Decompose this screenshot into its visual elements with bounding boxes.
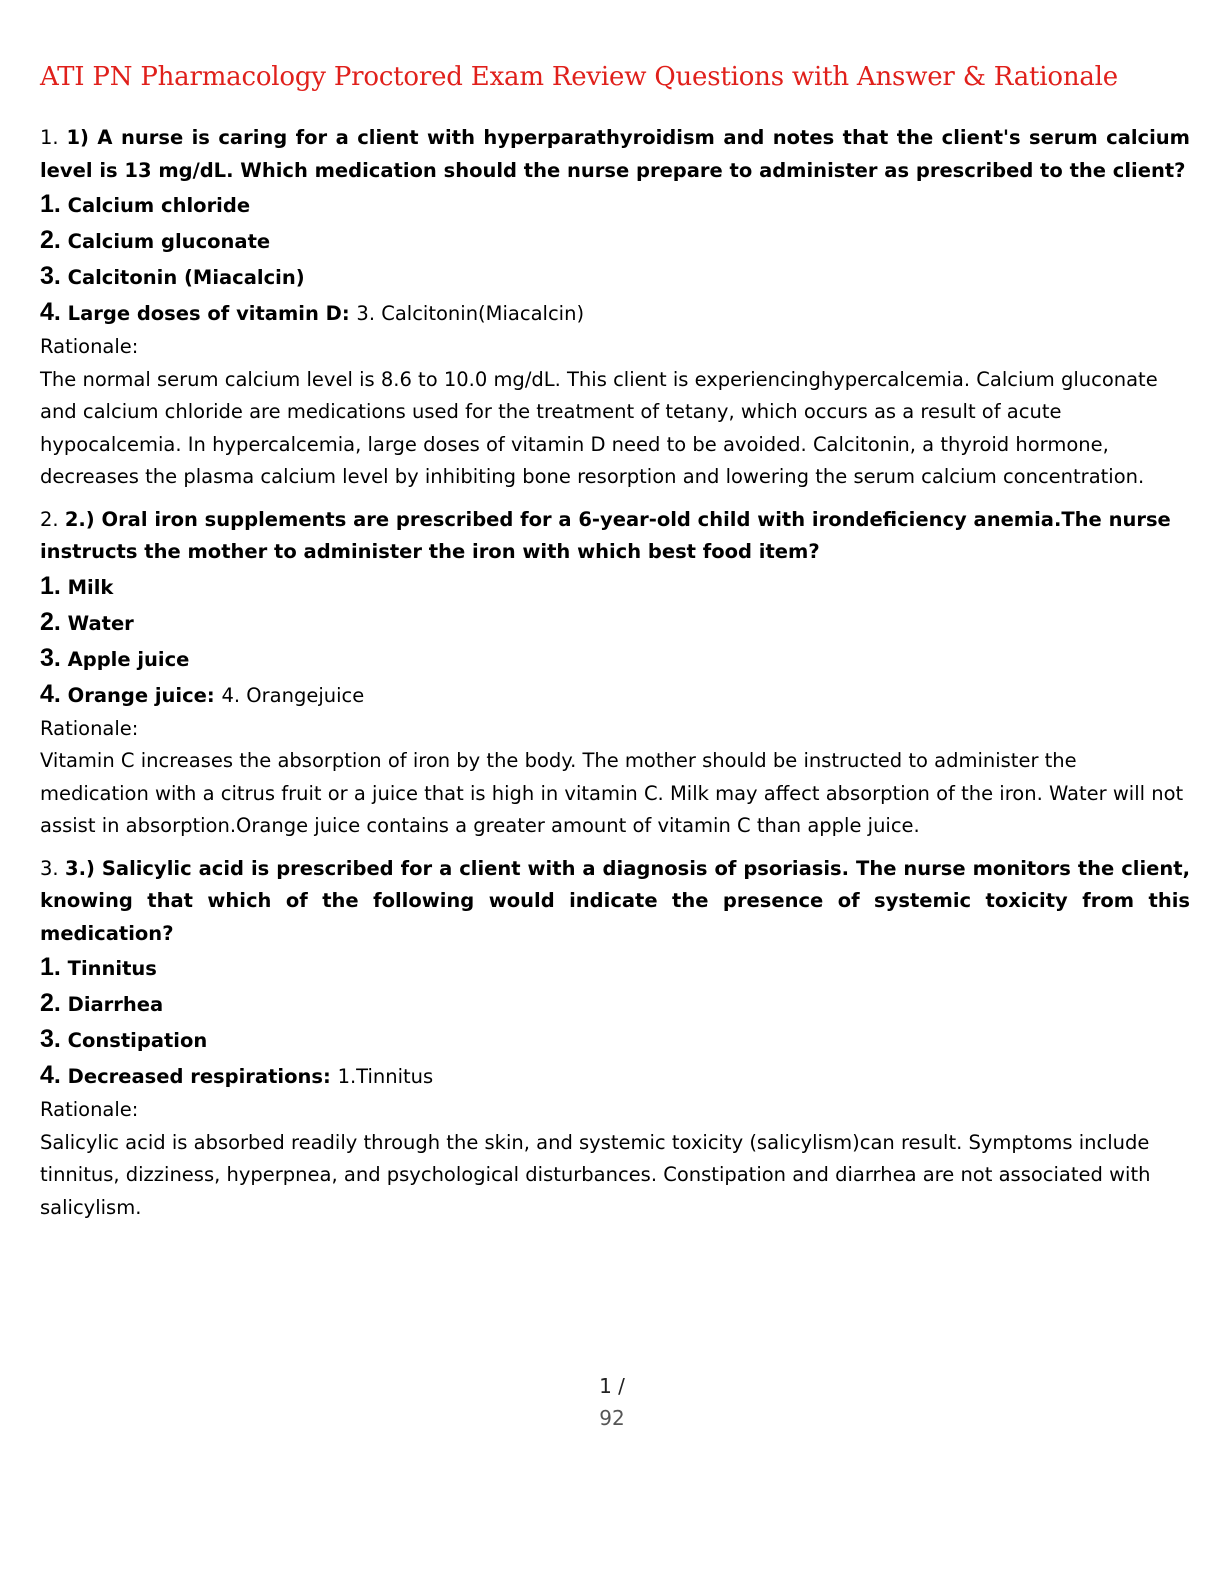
correct-answer: 1.Tinnitus — [337, 1065, 434, 1088]
correct-answer: 4. Orangejuice — [221, 683, 365, 707]
option-text: Water — [67, 611, 134, 635]
question-number: 3. — [40, 856, 59, 880]
page-current: 1 / — [599, 1374, 625, 1398]
rationale-text: Vitamin C increases the absorption of iron by the body. The mother should be instructed to administer the medication with a citrus fruit or a juice that is high in vitamin C. Milk may affect absorption of the iron. Water will not assist in absorption.Orange juice contains a greater amount of vitamin C than apple juice. — [40, 749, 1184, 837]
rationale-text: The normal serum calcium level is 8.6 to 10.0 mg/dL. This client is experiencinghypercalcemia. Calcium gluconate and calcium chloride are medications used for the treatment of tetany, which occurs as a result of acute hypocalcemia. In hypercalcemia, large doses of vitamin D need to be avoided. Calcitonin, a thyroid hormone, decreases the plasma calcium level by inhibiting bone resorption and lowering the serum calcium concentration. — [40, 367, 1158, 488]
question-stem — [40, 504, 1190, 569]
option-text: Apple juice — [67, 647, 190, 671]
option-number: 2. — [40, 989, 61, 1017]
question-block — [40, 853, 1190, 1225]
option-number: 1. — [40, 571, 61, 600]
option-number: 1. — [40, 190, 61, 218]
answer-option — [40, 605, 1190, 641]
option-text: Calcitonin (Miacalcin) — [67, 266, 305, 289]
rationale-label: Rationale: — [40, 716, 139, 740]
question-text: 2.) Oral iron supplements are prescribed for a 6-year-old child with irondeficiency anemia.The nurse instructs the mother to administer the iron with which best food item? — [40, 507, 1171, 563]
option-number: 2. — [40, 226, 61, 254]
option-number: 4. — [40, 1061, 61, 1089]
option-number: 3. — [40, 1025, 61, 1053]
option-number: 4. — [40, 679, 61, 708]
option-text: Calcium chloride — [67, 194, 251, 217]
document-title: ATI PN Pharmacology Proctored Exam Review Questions with Answer & Rationale — [40, 62, 1118, 92]
page-number — [0, 1370, 1224, 1434]
answer-option — [40, 223, 1190, 259]
answer-option — [40, 1022, 1190, 1058]
question-text: 1) A nurse is caring for a client with hyperparathyroidism and notes that the client's serum calcium level is 13 mg/dL. Which medication should the nurse prepare to administer as prescribed to the client? — [40, 126, 1191, 182]
option-number: 4. — [40, 298, 61, 326]
option-number: 3. — [40, 643, 61, 672]
option-text: Orange juice: — [67, 683, 215, 707]
document-page — [40, 62, 1190, 1234]
option-number: 2. — [40, 607, 61, 636]
answer-option — [40, 187, 1190, 223]
option-text: Tinnitus — [67, 957, 157, 980]
question-number: 2. — [40, 507, 59, 531]
page-total: 92 — [599, 1406, 625, 1430]
option-text: Diarrhea — [67, 993, 164, 1016]
option-number: 1. — [40, 953, 61, 981]
answer-option — [40, 950, 1190, 986]
rationale-label: Rationale: — [40, 1098, 139, 1121]
rationale-label: Rationale: — [40, 335, 139, 358]
question-stem — [40, 122, 1190, 187]
option-text: Decreased respirations: — [67, 1065, 331, 1088]
question-stem — [40, 853, 1190, 951]
option-text: Calcium gluconate — [67, 230, 271, 253]
answer-option — [40, 986, 1190, 1022]
option-text: Milk — [67, 575, 114, 599]
answer-option — [40, 259, 1190, 295]
question-text: 3.) Salicylic acid is prescribed for a client with a diagnosis of psoriasis. The nurse monitors the client, knowing that which of the following would indicate the presence of systemic toxicity from this medication? — [40, 856, 1190, 945]
question-number: 1. — [40, 126, 59, 149]
answer-option — [40, 1058, 1190, 1094]
option-text: Constipation — [67, 1029, 208, 1052]
correct-answer: 3. Calcitonin(Miacalcin) — [356, 302, 585, 325]
option-number: 3. — [40, 262, 61, 290]
rationale-text: Salicylic acid is absorbed readily through the skin, and systemic toxicity (salicylism)can result. Symptoms include tinnitus, dizziness, hyperpnea, and psychological disturbances. Constipation and diarrhea are not associated with salicylism. — [40, 1130, 1151, 1219]
question-block — [40, 504, 1190, 843]
answer-option — [40, 641, 1190, 677]
question-block — [40, 122, 1190, 494]
answer-option — [40, 569, 1190, 605]
answer-option — [40, 677, 1190, 713]
option-text: Large doses of vitamin D: — [67, 302, 350, 325]
answer-option — [40, 295, 1190, 331]
